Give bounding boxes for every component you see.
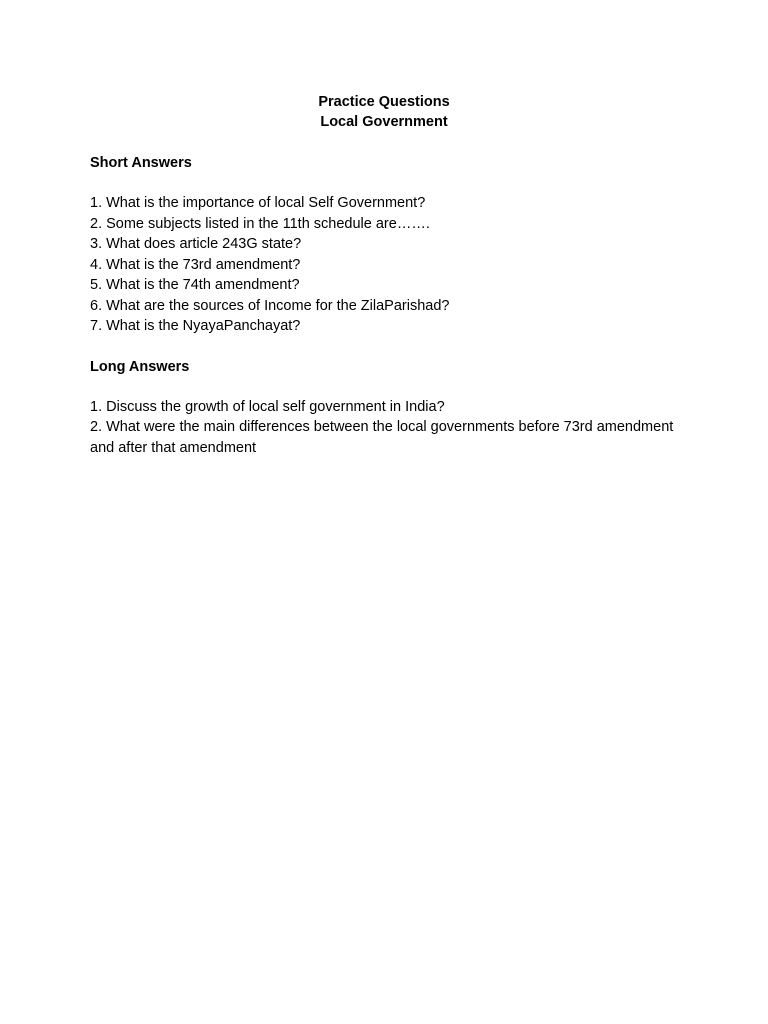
short-question-5: 5. What is the 74th amendment? xyxy=(90,277,300,293)
document-title: Practice Questions xyxy=(318,94,450,110)
short-question-1: 1. What is the importance of local Self Government? xyxy=(90,195,426,211)
short-question-7: 7. What is the NyayaPanchayat? xyxy=(90,318,301,334)
document-body xyxy=(90,92,680,458)
spacer xyxy=(90,337,680,357)
long-answers-list xyxy=(90,397,680,459)
short-answers-heading: Short Answers xyxy=(90,155,192,171)
short-answers-list xyxy=(90,193,680,337)
spacer xyxy=(90,173,680,193)
long-question-2: 2. What were the main differences between the local governments before 73rd amendment and after that amendment xyxy=(90,419,674,456)
long-question-1: 1. Discuss the growth of local self government in India? xyxy=(90,398,445,415)
long-answers-heading: Long Answers xyxy=(90,358,190,375)
short-question-2: 2. Some subjects listed in the 11th schedule are……. xyxy=(90,215,430,232)
document-subtitle: Local Government xyxy=(320,114,448,130)
spacer xyxy=(90,132,680,153)
short-question-3: 3. What does article 243G state? xyxy=(90,236,302,252)
short-question-4: 4. What is the 73rd amendment? xyxy=(90,256,301,273)
short-question-6: 6. What are the sources of Income for the ZilaParishad? xyxy=(90,297,450,314)
spacer xyxy=(90,377,680,397)
